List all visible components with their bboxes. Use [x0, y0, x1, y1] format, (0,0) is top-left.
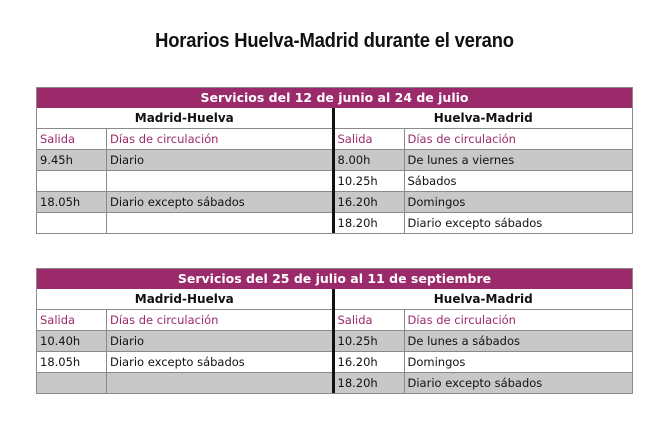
table-row: [335, 352, 633, 373]
dias-cell: [107, 171, 332, 191]
salida-cell: 16.20h: [335, 352, 405, 372]
salida-cell: [37, 213, 107, 233]
col-salida-header: Salida: [335, 129, 405, 149]
huelva-madrid-section: [335, 108, 633, 233]
table-row: [37, 331, 332, 352]
dias-cell: [107, 213, 332, 233]
dias-cell: De lunes a sábados: [407, 334, 520, 348]
salida-cell: 8.00h: [335, 150, 405, 170]
dias-cell: Domingos: [407, 355, 466, 369]
dias-cell: Diario: [110, 334, 145, 348]
col-salida-header: Salida: [335, 310, 405, 330]
table-row: [37, 192, 332, 213]
col-dias-header: Días de circulación: [110, 132, 219, 146]
col-dias-header: Días de circulación: [407, 313, 516, 327]
route-title: Madrid-Huelva: [37, 289, 332, 310]
table-row: [37, 213, 332, 233]
col-dias-header: Días de circulación: [407, 132, 516, 146]
dias-cell: Diario excepto sábados: [110, 195, 245, 209]
salida-cell: 10.40h: [37, 331, 107, 351]
salida-cell: 16.20h: [335, 192, 405, 212]
table-row: [37, 352, 332, 373]
period-header: Servicios del 25 de julio al 11 de septiembre: [37, 269, 632, 289]
dias-cell: De lunes a viernes: [407, 153, 515, 167]
salida-cell: [37, 373, 107, 393]
table-row: [37, 171, 332, 192]
period-header: Servicios del 12 de junio al 24 de julio: [37, 88, 632, 108]
route-title: Madrid-Huelva: [37, 108, 332, 129]
salida-cell: 18.20h: [335, 373, 405, 393]
salida-cell: 10.25h: [335, 331, 405, 351]
col-salida-header: Salida: [37, 310, 107, 330]
table-row: [37, 150, 332, 171]
table-row: [335, 192, 633, 213]
schedule-table-2: [36, 268, 633, 394]
salida-cell: 18.20h: [335, 213, 405, 233]
column-header-row: [37, 129, 332, 150]
schedule-table-1: [36, 87, 633, 234]
column-header-row: [335, 129, 633, 150]
page-title: Horarios Huelva-Madrid durante el verano: [155, 30, 514, 52]
dias-cell: Sábados: [407, 174, 457, 188]
table-columns: [37, 289, 632, 393]
dias-cell: Diario excepto sábados: [110, 355, 245, 369]
dias-cell: Diario excepto sábados: [407, 376, 543, 390]
column-header-row: [335, 310, 633, 331]
huelva-madrid-section: [335, 289, 633, 393]
column-header-row: [37, 310, 332, 331]
salida-cell: 18.05h: [37, 192, 107, 212]
salida-cell: [37, 171, 107, 191]
table-row: [335, 150, 633, 171]
dias-cell: [107, 373, 332, 393]
route-title: Huelva-Madrid: [335, 108, 633, 129]
salida-cell: 9.45h: [37, 150, 107, 170]
table-row: [335, 213, 633, 233]
salida-cell: 10.25h: [335, 171, 405, 191]
table-row: [335, 373, 633, 393]
dias-cell: Diario: [110, 153, 145, 167]
table-row: [335, 331, 633, 352]
madrid-huelva-section: [37, 289, 335, 393]
route-title: Huelva-Madrid: [335, 289, 633, 310]
col-dias-header: Días de circulación: [110, 313, 219, 327]
dias-cell: Diario excepto sábados: [407, 216, 543, 230]
table-columns: [37, 108, 632, 233]
table-row: [335, 171, 633, 192]
madrid-huelva-section: [37, 108, 335, 233]
salida-cell: 18.05h: [37, 352, 107, 372]
table-row: [37, 373, 332, 393]
dias-cell: Domingos: [407, 195, 466, 209]
col-salida-header: Salida: [37, 129, 107, 149]
